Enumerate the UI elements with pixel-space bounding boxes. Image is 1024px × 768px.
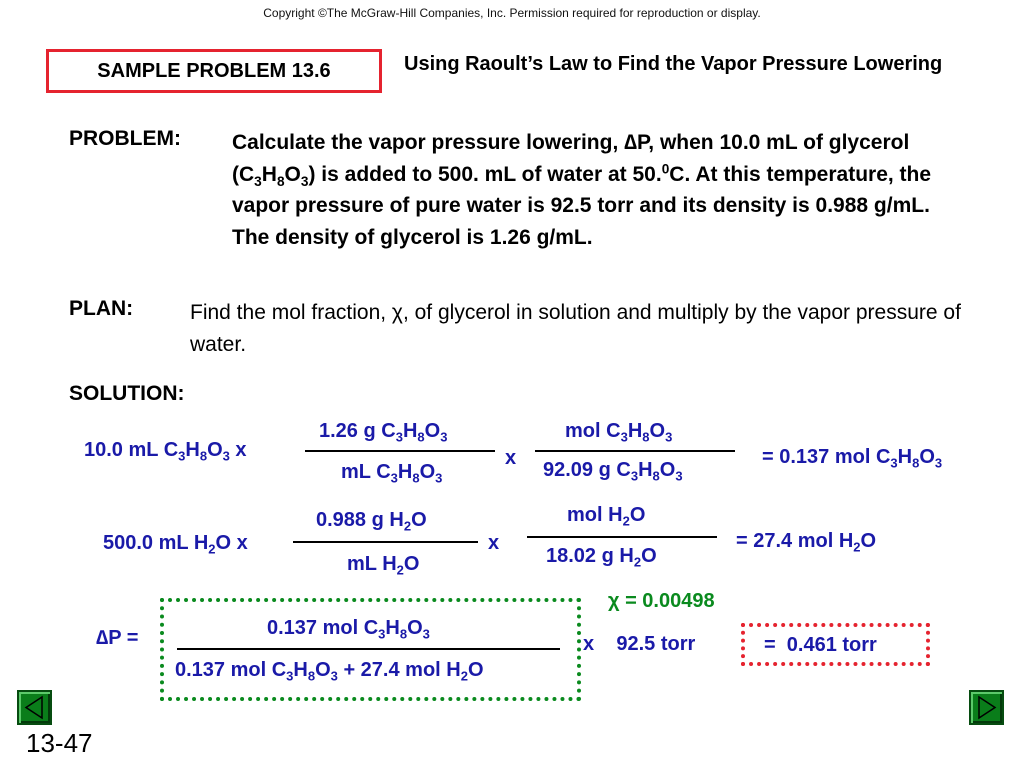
element: O <box>424 420 441 442</box>
element: H <box>608 504 623 526</box>
delta-p-label <box>96 627 138 650</box>
text: mol <box>567 504 609 526</box>
element: C <box>875 446 891 468</box>
element: H <box>446 659 461 681</box>
element: O <box>860 530 877 552</box>
glycerol-density-numerator <box>319 420 447 443</box>
element: O <box>284 162 301 186</box>
element: H <box>193 532 209 554</box>
sub: 3 <box>330 668 338 684</box>
element: C <box>381 420 396 442</box>
sub: 3 <box>300 173 309 189</box>
fraction-bar <box>527 536 717 538</box>
text: 92.09 g <box>543 459 617 481</box>
element: C <box>271 659 287 681</box>
fraction-bar <box>293 541 478 543</box>
element: C <box>163 439 179 461</box>
text: 0.137 mol <box>267 617 364 639</box>
sub: 8 <box>276 173 285 189</box>
next-slide-button[interactable] <box>969 690 1004 725</box>
element: O <box>215 532 232 554</box>
mole-fraction-result <box>608 590 715 613</box>
glycerol-molar-denominator <box>543 459 683 482</box>
sub: 8 <box>912 455 920 471</box>
sub: 8 <box>199 448 208 464</box>
text: 0.137 mol <box>175 659 272 681</box>
text: = 0.137 mol <box>762 446 876 468</box>
element: O <box>411 509 427 531</box>
sub: 3 <box>286 668 294 684</box>
glycerol-density-denominator <box>341 461 442 484</box>
glycerol-molar-numerator <box>565 420 672 443</box>
sub: 3 <box>254 173 262 189</box>
element: H <box>627 420 643 442</box>
mole-fraction-numerator <box>267 617 430 640</box>
water-molar-numerator <box>567 504 645 527</box>
element: O <box>207 439 223 461</box>
sub: 3 <box>890 455 898 471</box>
element: H <box>261 162 277 186</box>
element: H <box>838 530 854 552</box>
times-pressure: x 92.5 torr <box>583 633 696 655</box>
water-density-numerator <box>316 509 427 532</box>
sub: 3 <box>378 626 386 642</box>
sample-problem-label: SAMPLE PROBLEM 13.6 <box>97 59 331 82</box>
slide-title: Using Raoult’s Law to Find the Vapor Pressure Lowering <box>404 53 943 75</box>
text: 18.02 g <box>546 545 620 567</box>
problem-label: PROBLEM: <box>69 127 181 150</box>
water-volume <box>103 532 248 555</box>
problem-text-3: ) is added to 500. mL of water at 50. <box>308 162 662 186</box>
text: mol <box>565 420 607 442</box>
problem-text-4: C. At this temperature, the vapor pressure of pure water is 92.5 torr and its density is 0.988 g/mL. The density of glycerol is 1.26 g/mL. <box>232 162 932 249</box>
element: O <box>403 553 420 575</box>
element: H <box>619 545 634 567</box>
sub: 3 <box>390 470 398 486</box>
sub: 8 <box>412 470 420 486</box>
text: + 27.4 mol <box>337 659 447 681</box>
slide-number: 13-47 <box>26 728 93 758</box>
element: H <box>185 439 200 461</box>
previous-slide-button[interactable] <box>17 690 52 725</box>
element: C <box>363 617 379 639</box>
element: O <box>315 659 331 681</box>
element: C <box>616 459 631 481</box>
sub: 2 <box>622 513 630 529</box>
times: x <box>236 532 248 554</box>
sub: 8 <box>417 429 425 445</box>
sub: 8 <box>642 429 650 445</box>
degree-sup: 0 <box>661 161 670 176</box>
solution-label: SOLUTION: <box>69 382 185 405</box>
chi-symbol: χ <box>391 301 403 324</box>
element: O <box>919 446 935 468</box>
text: 1.26 g <box>319 420 382 442</box>
water-density-denominator <box>347 553 419 576</box>
sub: 8 <box>399 626 408 642</box>
sub: 8 <box>652 468 660 484</box>
element: C <box>376 461 391 483</box>
copyright-notice: Copyright ©The McGraw-Hill Companies, Inc. Permission required for reproduction or display. <box>263 6 761 20</box>
element: H <box>293 659 308 681</box>
text: 10.0 mL <box>84 439 164 461</box>
sub: 3 <box>675 468 683 484</box>
fraction-bar <box>177 648 560 650</box>
sub: 3 <box>395 429 403 445</box>
element: O <box>629 504 646 526</box>
plan-label: PLAN: <box>69 297 134 320</box>
text: 0.988 g <box>316 509 390 531</box>
plan-text-2: , of glycerol in solution and multiply by the vapor pressure of water. <box>190 301 961 356</box>
delta-symbol: ∆ <box>96 627 109 649</box>
text: 500.0 mL <box>103 532 194 554</box>
element: O <box>649 420 666 442</box>
sub: 8 <box>307 668 316 684</box>
plan-text <box>190 297 970 360</box>
text: mL <box>341 461 377 483</box>
times-sign: x <box>488 532 500 554</box>
problem-text-2: P, when 10.0 mL of glycerol (C <box>232 131 910 186</box>
problem-text <box>232 127 972 253</box>
glycerol-volume <box>84 439 247 462</box>
element: H <box>402 420 418 442</box>
sub: 3 <box>934 455 943 471</box>
delta-symbol: ∆ <box>624 131 637 154</box>
problem-text-1: Calculate the vapor pressure lowering, <box>232 131 625 154</box>
element: H <box>638 459 653 481</box>
element: C <box>606 420 621 442</box>
mole-fraction-denominator <box>175 659 484 682</box>
element: O <box>467 659 484 681</box>
text: = 0.00498 <box>619 590 715 612</box>
final-answer: = 0.461 torr <box>764 634 877 656</box>
element: H <box>382 553 397 575</box>
element: H <box>897 446 913 468</box>
sub: 2 <box>208 541 216 557</box>
element: O <box>419 461 436 483</box>
sub: 3 <box>630 468 639 484</box>
element: H <box>397 461 413 483</box>
element: O <box>407 617 423 639</box>
element: H <box>385 617 400 639</box>
fraction-bar <box>305 450 495 452</box>
text: mL <box>347 553 383 575</box>
sub: 2 <box>633 554 642 570</box>
sub: 2 <box>460 668 468 684</box>
sub: 2 <box>403 518 412 534</box>
times-sign: x <box>505 447 517 469</box>
sub: 3 <box>422 626 430 642</box>
triangle-left-icon <box>22 695 47 720</box>
sample-problem-badge <box>46 49 382 93</box>
sub: 2 <box>396 562 404 578</box>
sub: 2 <box>853 539 861 555</box>
text: = 27.4 mol <box>736 530 839 552</box>
element: O <box>641 545 657 567</box>
sub: 3 <box>665 429 673 445</box>
chi-symbol: χ <box>608 590 620 612</box>
glycerol-moles-result <box>762 446 942 469</box>
times: x <box>235 439 247 461</box>
fraction-bar <box>535 450 735 452</box>
text: P = <box>108 627 139 649</box>
sub: 3 <box>178 448 186 464</box>
sub: 3 <box>222 448 230 464</box>
sub: 3 <box>440 429 448 445</box>
sub: 3 <box>435 470 443 486</box>
sub: 3 <box>620 429 628 445</box>
element: O <box>659 459 676 481</box>
water-moles-result <box>736 530 876 553</box>
element: H <box>389 509 404 531</box>
plan-text-1: Find the mol fraction, <box>190 301 392 324</box>
triangle-right-icon <box>974 695 999 720</box>
water-molar-denominator <box>546 545 657 568</box>
